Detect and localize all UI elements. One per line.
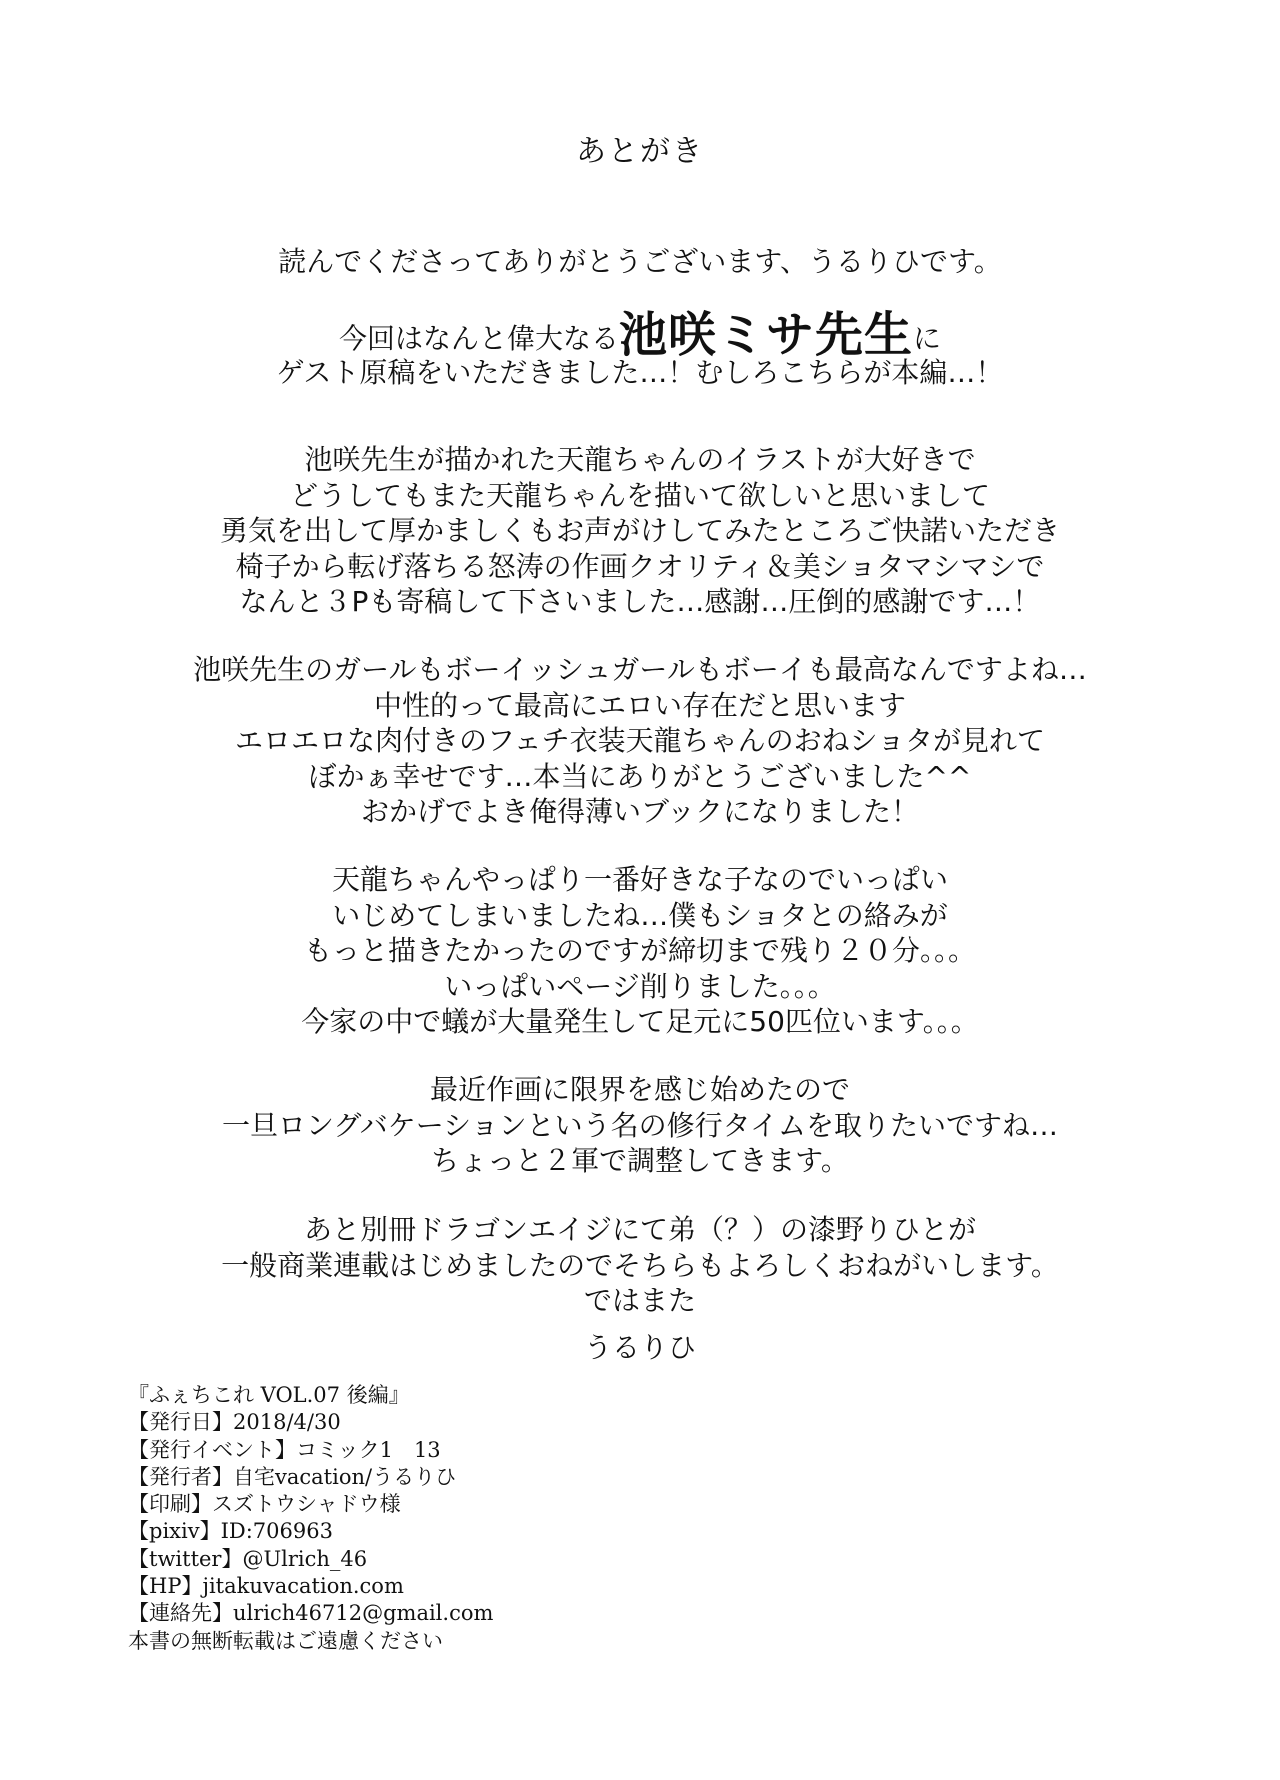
text-line: 椅子から転げ落ちる怒涛の作画クオリティ＆美ショタマシマシで <box>235 549 1045 583</box>
colophon-event: 【発行イベント】コミック1 13 <box>128 1437 441 1462</box>
text-line: おかげでよき俺得薄いブックになりました！ <box>360 795 920 828</box>
guest-intro-suffix: に <box>913 322 942 355</box>
colophon-pixiv: 【pixiv】ID:706963 <box>128 1519 333 1544</box>
text-line: 勇気を出して厚かましくもお声がけしてみたところご快諾いただき <box>219 514 1060 547</box>
text-line <box>80 307 1200 363</box>
colophon-printer: 【印刷】スズトウシャドウ様 <box>128 1492 401 1517</box>
paragraph-announcement <box>80 1212 1200 1319</box>
text-line: 中性的って最高にエロい存在だと思います <box>373 688 906 722</box>
text-line: 一旦ロングバケーションという名の修行タイムを取りたいですね… <box>221 1108 1059 1142</box>
colophon-homepage: 【HP】jitakuvacation.com <box>128 1574 404 1599</box>
signature-text: うるりひ <box>583 1331 696 1364</box>
text-line: 池咲先生のガールもボーイッシュガールもボーイも最高なんですよね… <box>193 653 1087 686</box>
page-title: あとがき <box>576 134 704 169</box>
text-line: ゲスト原稿をいただきました…！むしろこちらが本編…！ <box>276 355 1004 389</box>
text-line: どうしてもまた天龍ちゃんを描いて欲しいと思いまして <box>289 478 990 512</box>
text-line: いじめてしまいましたね…僕もショタとの絡みが <box>332 898 948 932</box>
paragraph-thanks <box>80 244 1200 280</box>
text-line: なんと３Pも寄稿して下さいました…感謝…圧倒的感謝です…！ <box>239 585 1041 618</box>
text-line: 一般商業連載はじめましたのでそちらもよろしくおねがいします。 <box>221 1248 1059 1282</box>
colophon-issue-date: 【発行日】2018/4/30 <box>128 1410 341 1435</box>
colophon-contact: 【連絡先】ulrich46712@gmail.com <box>128 1601 494 1626</box>
colophon-publisher: 【発行者】自宅vacation/うるりひ <box>128 1464 457 1489</box>
text-line: 最近作画に限界を感じ始めたので <box>429 1073 850 1106</box>
text-line: あと別冊ドラゴンエイジにて弟（？）の漆野りひとが <box>303 1213 976 1246</box>
text-line: 読んでくださってありがとうございます、うるりひです。 <box>278 245 1002 278</box>
paragraph-deadline <box>80 862 1200 1040</box>
paragraph-request <box>80 442 1200 620</box>
text-line: エロエロな肉付きのフェチ衣装天龍ちゃんのおねショタが見れて <box>234 724 1046 757</box>
colophon <box>128 1382 828 1655</box>
colophon-book-title: 『ふぇちこれ VOL.07 後編』 <box>128 1383 410 1407</box>
guest-artist-name: 池咲ミサ先生 <box>618 307 913 363</box>
text-line: ではまた <box>583 1284 696 1317</box>
text-line: ちょっと２軍で調整してきます。 <box>431 1144 849 1177</box>
paragraph-praise <box>80 652 1200 830</box>
paragraph-break <box>80 1072 1200 1179</box>
text-line: 池咲先生が描かれた天龍ちゃんのイラストが大好きで <box>304 443 976 476</box>
text-line: ぼかぁ幸せです…本当にありがとうございました^^ <box>308 759 972 793</box>
text-line: 天龍ちゃんやっぱり一番好きな子なのでいっぱい <box>331 863 948 896</box>
author-signature <box>80 1330 1200 1366</box>
guest-intro-text: 今回はなんと偉大なる <box>338 322 619 355</box>
colophon-notice: 本書の無断転載はご遠慮ください <box>128 1628 443 1653</box>
text-line: 今家の中で蟻が大量発生して足元に50匹位います。。。 <box>301 1005 979 1038</box>
text-line: もっと描きたかったのですが締切まで残り２０分。。。 <box>303 934 976 967</box>
text-line: いっぱいページ削りました。。。 <box>444 969 836 1003</box>
colophon-twitter: 【twitter】@Ulrich_46 <box>128 1546 368 1571</box>
paragraph-guest <box>80 307 1200 390</box>
